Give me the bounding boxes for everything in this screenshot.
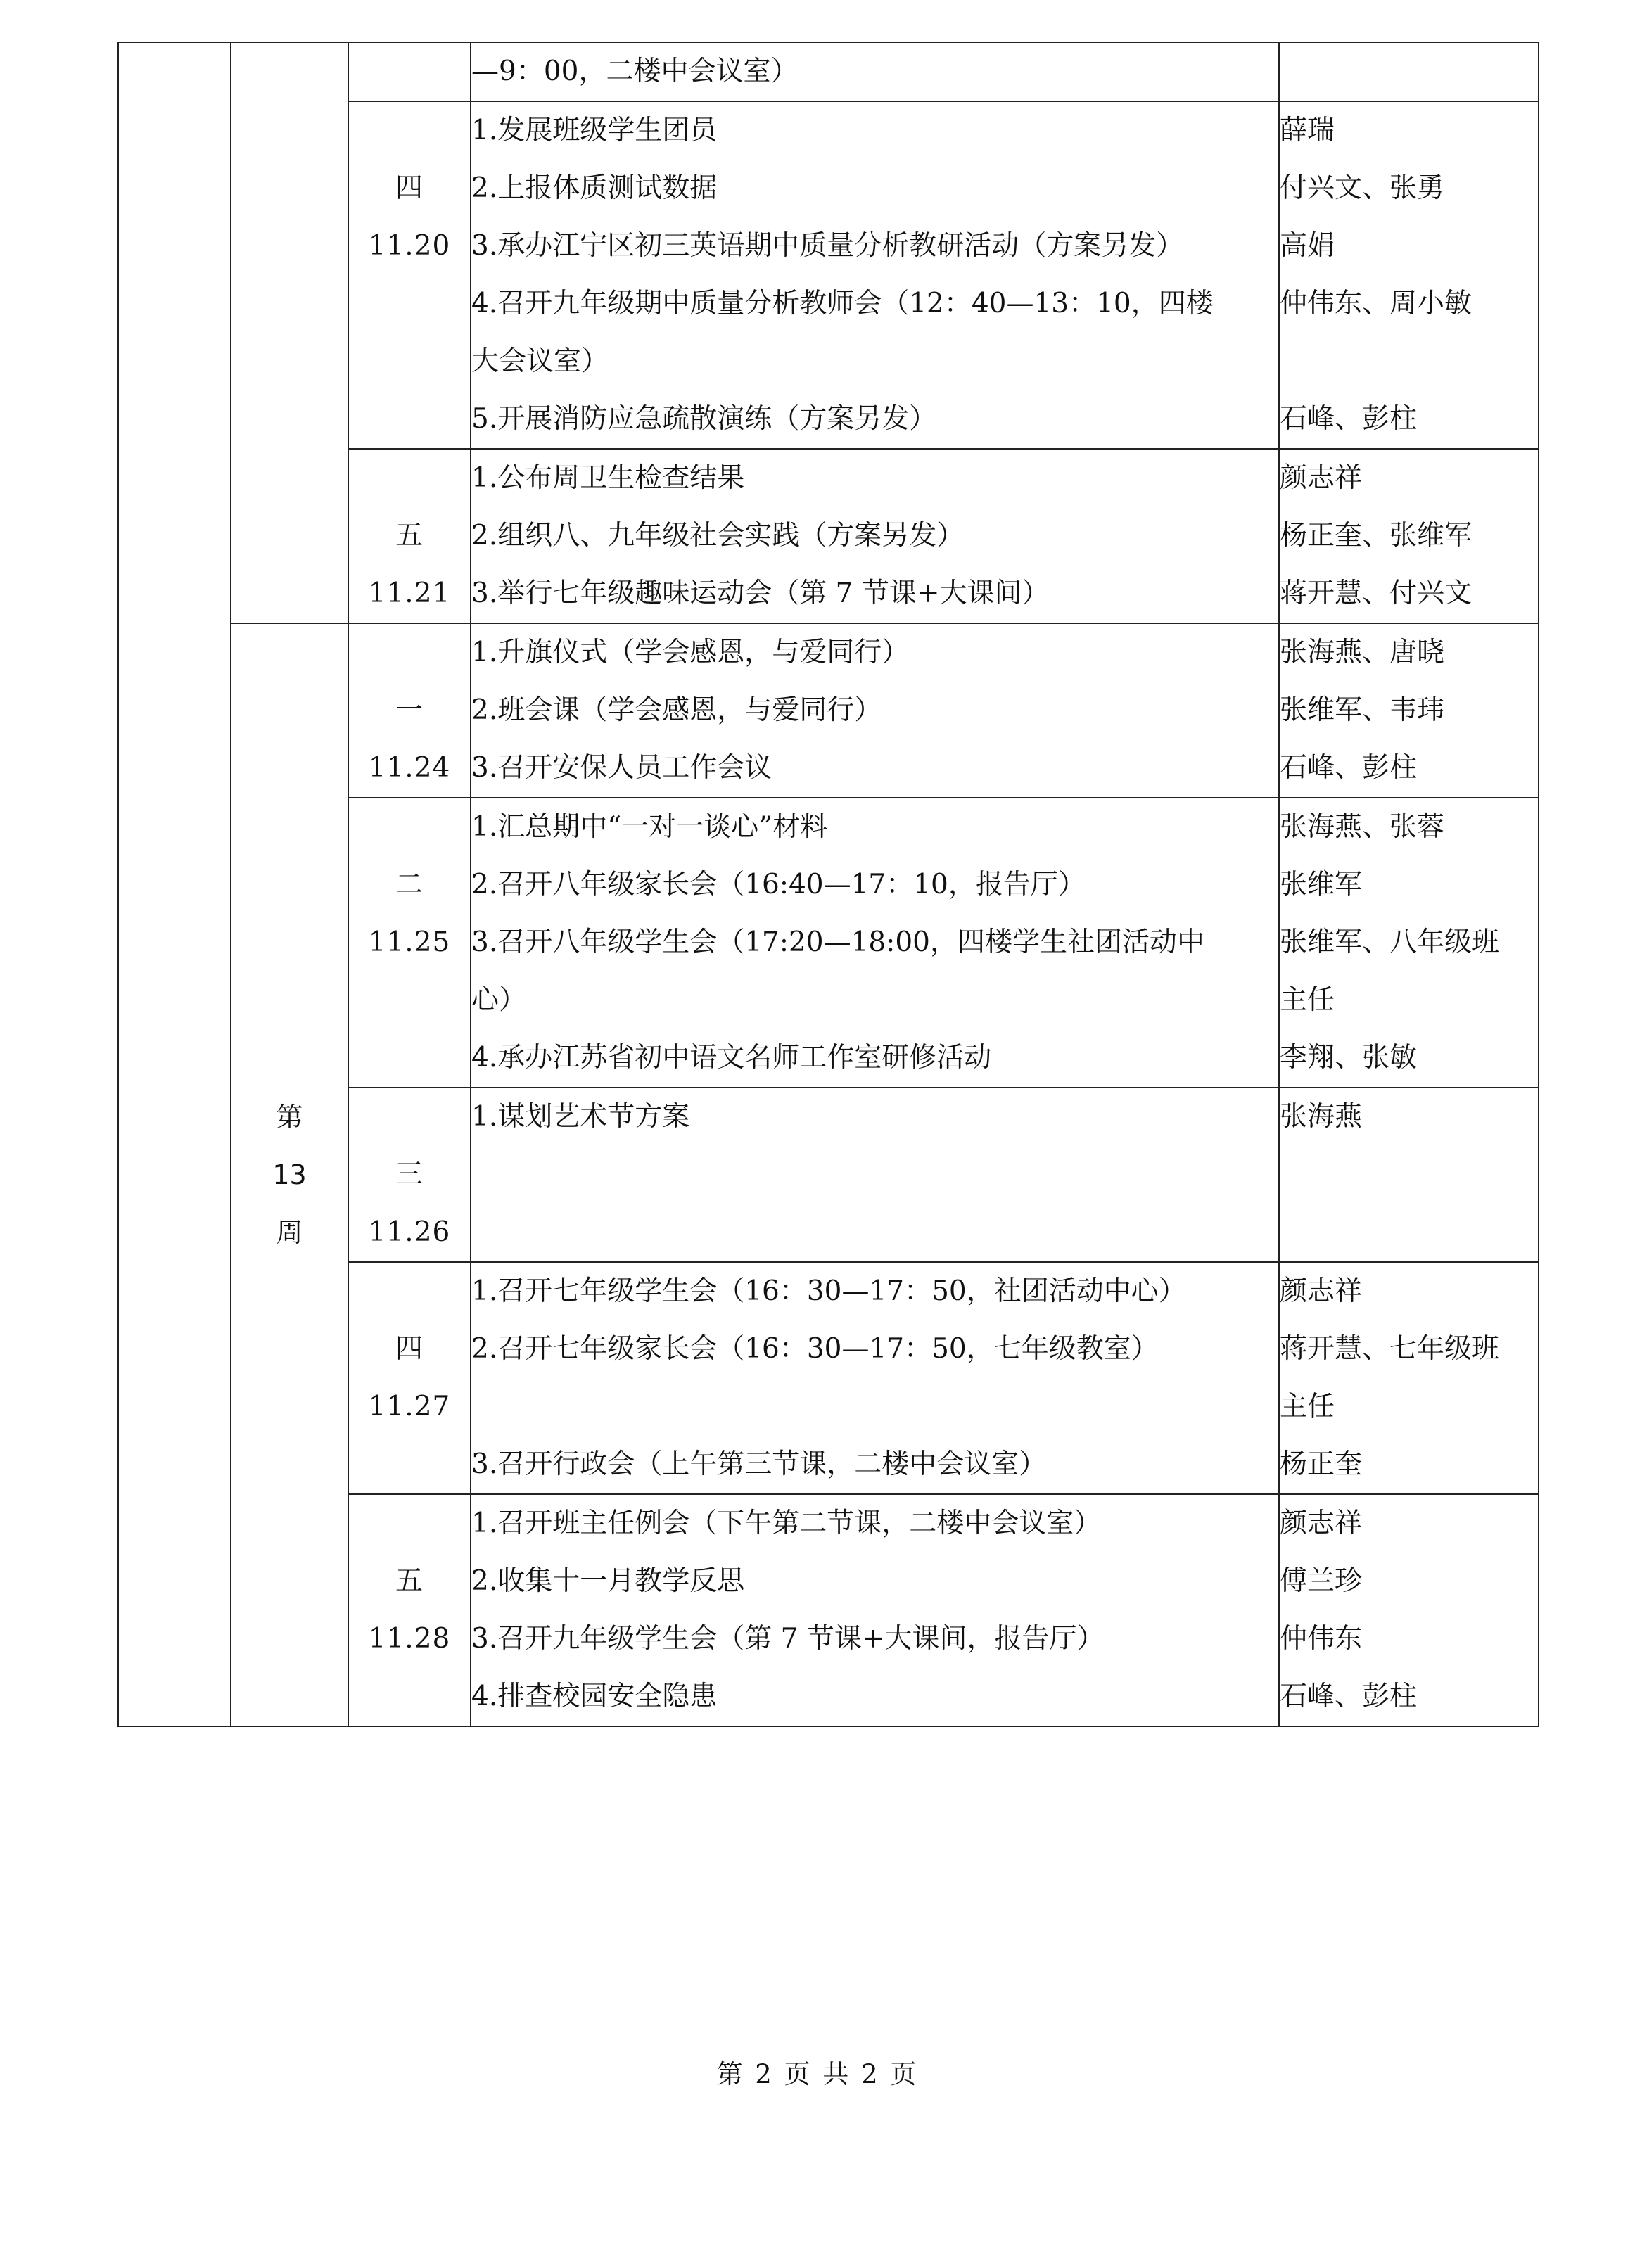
day-cell bbox=[348, 623, 471, 798]
task-cell bbox=[471, 101, 1279, 449]
day-cell bbox=[348, 101, 471, 449]
category-cell bbox=[118, 42, 231, 1726]
owner-line: 仲伟东 bbox=[1280, 1623, 1363, 1655]
owner-cell bbox=[1279, 449, 1539, 623]
date-label: 11.28 bbox=[368, 1623, 451, 1655]
day-cell bbox=[348, 798, 471, 1088]
task-line: 3.召开行政会（上午第三节课，二楼中会议室） bbox=[471, 1448, 1047, 1480]
owner-line: 张海燕、张蓉 bbox=[1280, 811, 1445, 843]
day-spacer bbox=[349, 1263, 470, 1320]
date-label: 11.20 bbox=[368, 230, 451, 262]
task-line bbox=[471, 1204, 1278, 1261]
day-cell bbox=[348, 42, 471, 101]
task-line: 3.召开安保人员工作会议 bbox=[471, 752, 772, 784]
owner-line bbox=[1280, 43, 1538, 101]
week-label-part: 13 bbox=[272, 1159, 307, 1190]
date-label: 11.26 bbox=[368, 1216, 451, 1248]
task-cell bbox=[471, 623, 1279, 798]
owner-line: 蒋开慧、付兴文 bbox=[1280, 578, 1472, 609]
weekday-label: 五 bbox=[395, 1565, 424, 1597]
task-line: 1.谋划艺术节方案 bbox=[471, 1101, 690, 1133]
day-cell bbox=[348, 1088, 471, 1262]
owner-cell bbox=[1279, 1088, 1539, 1262]
task-line: 1.公布周卫生检查结果 bbox=[471, 462, 745, 494]
task-line: 大会议室） bbox=[471, 345, 609, 377]
task-line bbox=[471, 1378, 1278, 1436]
owner-line: 张海燕 bbox=[1280, 1101, 1363, 1133]
owner-line: 张维军 bbox=[1280, 869, 1363, 900]
task-line: 4.召开九年级期中质量分析教师会（12：40—13：10，四楼 bbox=[471, 288, 1214, 319]
date-label: 11.27 bbox=[368, 1391, 451, 1422]
task-line: —9：00，二楼中会议室） bbox=[471, 56, 799, 87]
task-line: 4.承办江苏省初中语文名师工作室研修活动 bbox=[471, 1042, 992, 1074]
owner-line bbox=[1280, 1204, 1538, 1261]
owner-line bbox=[1280, 1146, 1538, 1204]
owner-cell bbox=[1279, 42, 1539, 101]
day-spacer bbox=[349, 798, 470, 856]
date-label: 11.25 bbox=[368, 926, 451, 958]
task-line: 3.召开九年级学生会（第 7 节课+大课间，报告厅） bbox=[471, 1623, 1105, 1655]
owner-line: 石峰、彭柱 bbox=[1280, 403, 1418, 435]
day-cell bbox=[348, 449, 471, 623]
owner-cell bbox=[1279, 623, 1539, 798]
weekday-label: 四 bbox=[395, 1333, 424, 1365]
owner-line: 石峰、彭柱 bbox=[1280, 1681, 1418, 1712]
weekday-label: 一 bbox=[395, 694, 424, 726]
task-line: 3.承办江宁区初三英语期中质量分析教研活动（方案另发） bbox=[471, 230, 1184, 262]
task-cell bbox=[471, 1262, 1279, 1494]
day-spacer bbox=[349, 102, 470, 160]
week-label-part: 周 bbox=[276, 1217, 303, 1248]
page-footer: 第 2 页 共 2 页 bbox=[716, 2059, 919, 2089]
owner-cell bbox=[1279, 1494, 1539, 1726]
task-line: 2.上报体质测试数据 bbox=[471, 172, 718, 204]
task-line bbox=[471, 1146, 1278, 1204]
owner-line: 张维军、八年级班 bbox=[1280, 926, 1500, 958]
owner-line: 高娟 bbox=[1280, 230, 1335, 262]
task-line: 2.召开八年级家长会（16:40—17：10，报告厅） bbox=[471, 869, 1086, 900]
owner-line bbox=[1280, 333, 1538, 390]
task-line: 心） bbox=[471, 984, 527, 1016]
owner-line: 颜志祥 bbox=[1280, 1508, 1363, 1539]
day-cell bbox=[348, 1262, 471, 1494]
task-cell bbox=[471, 1088, 1279, 1262]
owner-cell bbox=[1279, 798, 1539, 1088]
owner-line: 主任 bbox=[1280, 1391, 1335, 1422]
weekday-label: 五 bbox=[395, 520, 424, 552]
owner-cell bbox=[1279, 101, 1539, 449]
table-row bbox=[118, 623, 1539, 798]
task-line: 1.召开七年级学生会（16：30—17：50，社团活动中心） bbox=[471, 1275, 1186, 1307]
task-line: 2.班会课（学会感恩，与爱同行） bbox=[471, 694, 882, 726]
weekday-label: 三 bbox=[395, 1159, 424, 1190]
date-label: 11.21 bbox=[368, 578, 451, 609]
task-cell bbox=[471, 449, 1279, 623]
task-line: 4.排查校园安全隐患 bbox=[471, 1681, 718, 1712]
day-spacer bbox=[349, 1088, 470, 1146]
owner-line: 张海燕、唐晓 bbox=[1280, 637, 1445, 668]
owner-line: 付兴文、张勇 bbox=[1280, 172, 1445, 204]
week-label-part: 第 bbox=[276, 1102, 303, 1133]
schedule-table bbox=[117, 42, 1539, 1727]
owner-line: 仲伟东、周小敏 bbox=[1280, 288, 1472, 319]
day-cell bbox=[348, 1494, 471, 1726]
owner-line: 颜志祥 bbox=[1280, 462, 1363, 494]
owner-line: 张维军、韦玮 bbox=[1280, 694, 1445, 726]
date-label: 11.24 bbox=[368, 752, 451, 784]
table-row bbox=[118, 42, 1539, 101]
day-spacer bbox=[349, 624, 470, 682]
owner-line: 李翔、张敏 bbox=[1280, 1042, 1418, 1074]
owner-line: 薛瑞 bbox=[1280, 115, 1335, 146]
weekday-label: 四 bbox=[395, 172, 424, 204]
task-cell bbox=[471, 42, 1279, 101]
task-line: 3.召开八年级学生会（17:20—18:00，四楼学生社团活动中 bbox=[471, 926, 1204, 958]
task-line: 1.发展班级学生团员 bbox=[471, 115, 718, 146]
task-cell bbox=[471, 798, 1279, 1088]
task-line: 3.举行七年级趣味运动会（第 7 节课+大课间） bbox=[471, 578, 1050, 609]
owner-line: 主任 bbox=[1280, 984, 1335, 1016]
task-line: 1.召开班主任例会（下午第二节课，二楼中会议室） bbox=[471, 1508, 1102, 1539]
task-line: 2.组织八、九年级社会实践（方案另发） bbox=[471, 520, 965, 552]
week-13-label bbox=[231, 623, 348, 1726]
task-cell bbox=[471, 1494, 1279, 1726]
task-line: 5.开展消防应急疏散演练（方案另发） bbox=[471, 403, 937, 435]
week-cell bbox=[231, 42, 348, 623]
owner-line: 杨正奎、张维军 bbox=[1280, 520, 1472, 552]
day-spacer bbox=[349, 1495, 470, 1553]
task-line: 2.收集十一月教学反思 bbox=[471, 1565, 745, 1597]
task-line: 1.汇总期中“一对一谈心”材料 bbox=[471, 811, 828, 843]
owner-line: 颜志祥 bbox=[1280, 1275, 1363, 1307]
owner-line: 蒋开慧、七年级班 bbox=[1280, 1333, 1500, 1365]
task-line: 1.升旗仪式（学会感恩，与爱同行） bbox=[471, 637, 910, 668]
owner-cell bbox=[1279, 1262, 1539, 1494]
owner-line: 傅兰珍 bbox=[1280, 1565, 1363, 1597]
weekday-label: 二 bbox=[395, 869, 424, 900]
owner-line: 杨正奎 bbox=[1280, 1448, 1363, 1480]
day-spacer bbox=[349, 450, 470, 507]
owner-line: 石峰、彭柱 bbox=[1280, 752, 1418, 784]
task-line: 2.召开七年级家长会（16：30—17：50，七年级教室） bbox=[471, 1333, 1159, 1365]
